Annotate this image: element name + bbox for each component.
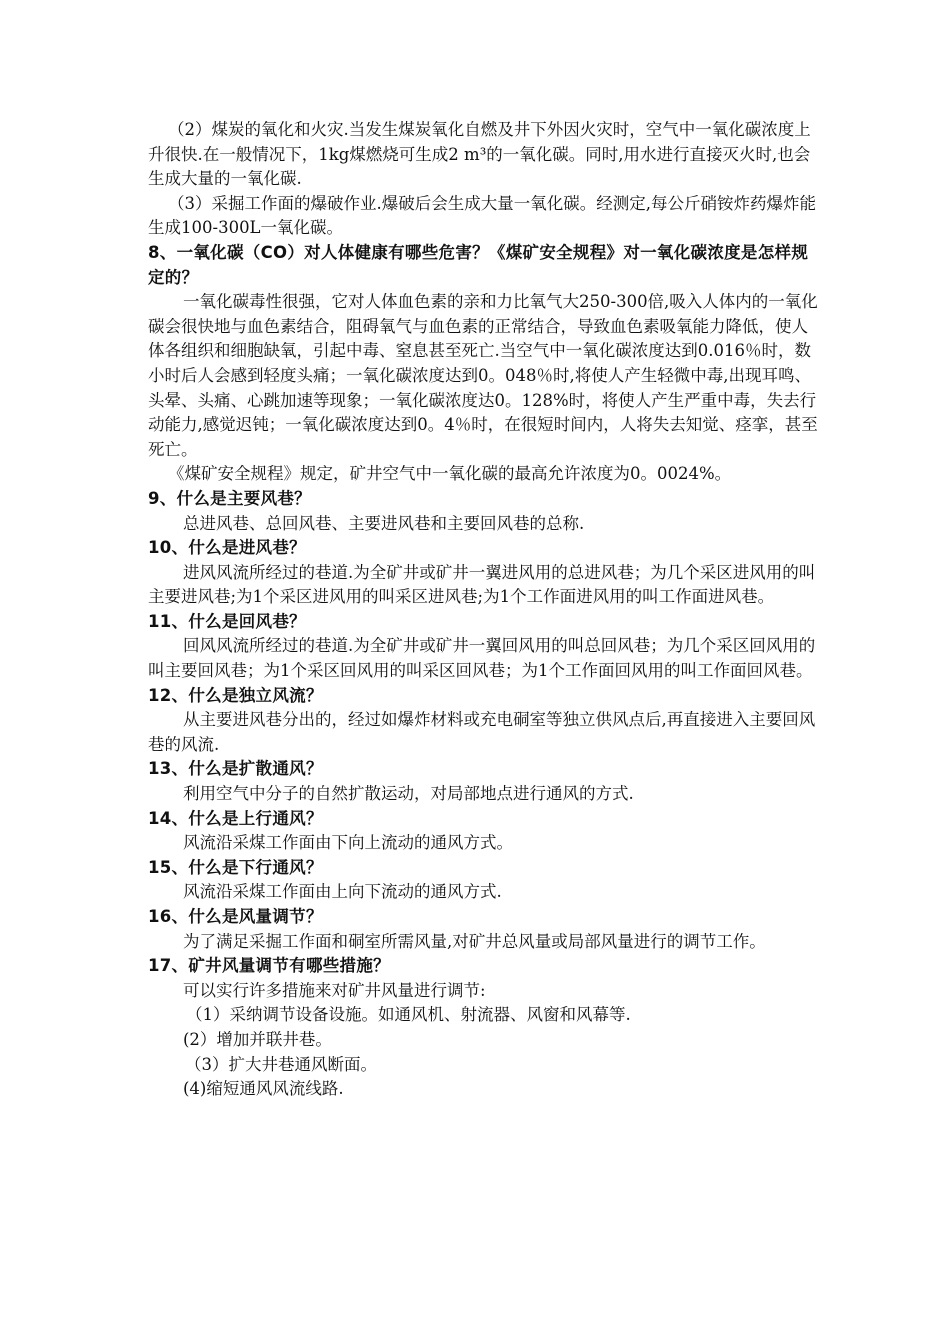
question-16-title: 16、什么是风量调节？ <box>148 907 323 926</box>
question-13-title: 13、什么是扩散通风？ <box>148 759 323 779</box>
list-item: (2）增加并联井巷。 <box>183 1029 332 1049</box>
question-8-title: 8、一氧化碳（CO）对人体健康有哪些危害？《煤矿安全规程》对一氧化碳浓度是怎样规定的？ <box>148 242 809 287</box>
question-15-body: 风流沿采煤工作面由上向下流动的通风方式. <box>183 882 502 902</box>
question-8-rule: 《煤矿安全规程》规定，矿井空气中一氧化碳的最高允许浓度为0。0024%。 <box>168 464 732 484</box>
question-11-body: 回风风流所经过的巷道.为全矿井或矿井一翼回风用的叫总回风巷；为几个采区回风用的叫主要回风巷；为1个采区回风用的叫采区回风巷；为1个工作面回风用的叫工作面回风巷。 <box>148 636 816 681</box>
paragraph-blasting: （3）采掘工作面的爆破作业.爆破后会生成大量一氧化碳。经测定,每公斤硝铵炸药爆炸能生成100-300L一氧化碳。 <box>148 193 816 238</box>
question-9-body: 总进风巷、总回风巷、主要进风巷和主要回风巷的总称. <box>183 513 585 533</box>
question-16-body: 为了满足采掘工作面和硐室所需风量,对矿井总风量或局部风量进行的调节工作。 <box>183 931 766 951</box>
question-12-body: 从主要进风巷分出的，经过如爆炸材料或充电硐室等独立供风点后,再直接进入主要回风巷的风流. <box>148 710 816 754</box>
question-12-title: 12、什么是独立风流？ <box>148 685 323 705</box>
question-10-title: 10、什么是进风巷？ <box>148 538 306 558</box>
question-15-title: 15、什么是下行通风？ <box>148 857 323 877</box>
question-13-body: 利用空气中分子的自然扩散运动，对局部地点进行通风的方式. <box>183 784 634 804</box>
question-10-body: 进风风流所经过的巷道.为全矿井或矿井一翼进风用的总进风巷；为几个采区进风用的叫主要进风巷;为1个采区进风用的叫采区进风巷;为1个工作面进风用的叫工作面进风巷。 <box>148 562 816 607</box>
question-17-title: 17、矿井风量调节有哪些措施？ <box>148 956 390 976</box>
question-14-title: 14、什么是上行通风？ <box>148 808 323 828</box>
question-14-body: 风流沿采煤工作面由下向上流动的通风方式。 <box>183 833 513 853</box>
paragraph-coal-oxidation: （2）煤炭的氧化和火灾.当发生煤炭氧化自燃及井下外因火灾时，空气中一氧化碳浓度上升很快.在一般情况下，1kg煤燃烧可生成2 m³的一氧化碳。同时,用水进行直接灭火时,也会生成大量的一氧化碳. <box>148 120 811 189</box>
question-17-intro: 可以实行许多措施来对矿井风量进行调节: <box>183 980 486 1000</box>
list-item: (4)缩短通风风流线路. <box>183 1079 344 1099</box>
question-11-title: 11、什么是回风巷？ <box>148 611 306 631</box>
list-item: （3）扩大井巷通风断面。 <box>185 1054 377 1074</box>
question-8-body: 一氧化碳毒性很强，它对人体血色素的亲和力比氧气大250-300倍,吸入人体内的一氧化碳会很快地与血色素结合，阻碍氧气与血色素的正常结合，导致血色素吸氧能力降低，使人体各组织和细胞缺氧，引起中毒、窒息甚至死亡.当空气中一氧化碳浓度达到0.016％时，数小时后人会感到轻度头痛；一氧化碳浓度达到0。048％时,将使人产生轻微中毒,出现耳鸣、头晕、头痛、心跳加速等现象；一氧化碳浓度达0。128%时，将使人产生严重中毒，失去行动能力,感觉迟钝；一氧化碳浓度达到0。4％时，在很短时间内，人将失去知觉、痉挛，甚至死亡。 <box>148 292 818 459</box>
list-item: （1）采纳调节设备设施。如通风机、射流器、风窗和风幕等. <box>186 1005 631 1025</box>
document-page <box>148 118 818 1102</box>
question-9-title: 9、什么是主要风巷？ <box>148 488 311 508</box>
